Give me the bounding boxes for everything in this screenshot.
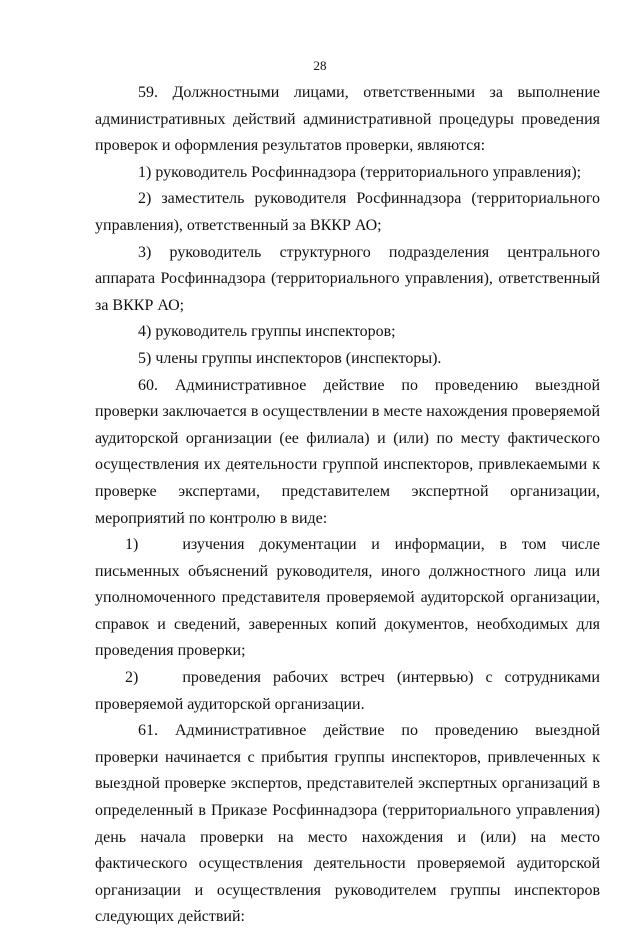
list-item-59-2: 2) заместитель руководителя Росфиннадзора (территориального управления), ответственный за ВККР АО; bbox=[95, 190, 600, 234]
list-text: проведения рабочих встреч (интервью) с сотрудниками проверяемой аудиторской организации. bbox=[95, 669, 600, 713]
list-item-60-2 bbox=[95, 665, 600, 718]
paragraph-61: 61. Административное действие по проведению выездной проверки начинается с прибытия группы инспекторов, привлеченных к выездной проверке экспертов, представителей экспертных организаций в определенный в Приказе Росфиннадзора (территориального управления) день начала проверки на место нахождения и (или) на место фактического осуществления деятельности проверяемой аудиторской организации и осуществления руководителем группы инспекторов следующих действий: bbox=[95, 722, 600, 926]
document-body bbox=[95, 80, 600, 931]
list-text: изучения документации и информации, в том числе письменных объяснений руководителя, иного должностного лица или уполномоченного представителя проверяемой аудиторской организации, справок и сведений, заверенных копий документов, необходимых для проведения проверки; bbox=[95, 536, 600, 660]
page-number: 28 bbox=[313, 58, 327, 73]
list-item-59-1: 1) руководитель Росфиннадзора (территориального управления); bbox=[138, 163, 582, 181]
list-item-59-4: 4) руководитель группы инспекторов; bbox=[138, 323, 396, 341]
paragraph-60: 60. Административное действие по проведению выездной проверки заключается в осуществлении в месте нахождения проверяемой аудиторской организации (ее филиала) и (или) по месту фактического осуществления их деятельности группой инспекторов, привлекаемыми к проверке экспертами, представителем экспертной организации, мероприятий по контролю в виде: bbox=[95, 376, 600, 527]
list-number: 1) bbox=[125, 536, 139, 554]
paragraph-59: 59. Должностными лицами, ответственными за выполнение административных действий административной процедуры проведения проверок и оформления результатов проверки, являются: bbox=[95, 84, 600, 155]
list-item-60-1 bbox=[95, 532, 600, 665]
list-item-59-3: 3) руководитель структурного подразделения центрального аппарата Росфиннадзора (территориального управления), ответственный за ВККР АО; bbox=[95, 243, 600, 314]
list-item-59-5: 5) члены группы инспекторов (инспекторы). bbox=[138, 349, 442, 367]
list-number: 2) bbox=[125, 669, 139, 687]
